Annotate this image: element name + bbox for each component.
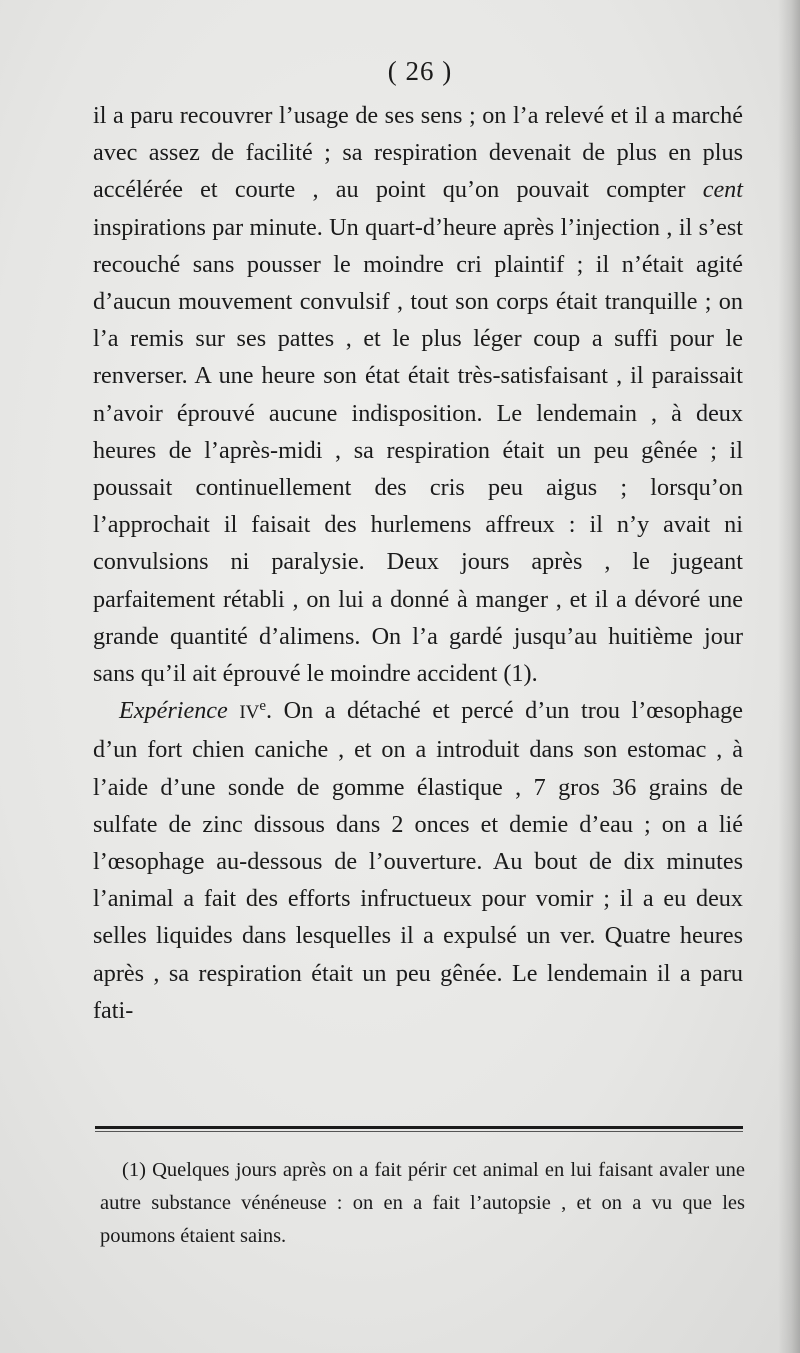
- footnote: (1) Quelques jours après on a fait périr cet animal en lui faisant avaler une autre substance vénéneuse : on en a fait l’autopsie , et on a vu que les poumons étaient sains.: [100, 1159, 745, 1247]
- footnote-divider-thin: [95, 1131, 743, 1132]
- experience-suffix: e: [259, 698, 267, 715]
- italic-cent: cent: [702, 176, 743, 204]
- experience-text: . On a détaché et percé d’un trou l’œsophage d’un fort chien caniche , et on a introduit dans son estomac , à l’aide d’une sonde de gomme élastique , 7 gros 36 grains de sulfate de zinc dissous dans 2 onces et demie d’eau ; on a lié l’œsophage au-dessous de l’ouverture. Au bout de dix minutes l’animal a fait des efforts infructueux pour vomir ; il a eu deux selles liquides dans lesquelles il a expulsé un ver. Quatre heures après , sa respiration était un peu gênée. Le lendemain il a paru fati-: [93, 697, 744, 1024]
- paragraph-continuation: [93, 97, 743, 692]
- paragraph-text-2: inspirations par minute. Un quart-d’heure après l’injection , il s’est recouché sans pousser le moindre cri plaintif ; il n’était agité d’aucun mouvement convulsif , tout son corps était tranquille ; on l’a remis sur ses pattes , et le plus léger coup a suffi pour le renverser. A une heure son état était très-satisfaisant , il paraissait n’avoir éprouvé aucune indisposition. Le lendemain , à deux heures de l’après-midi , sa respiration était un peu gênée ; il poussait continuellement des cris peu aigus ; lorsqu’on l’approchait il faisait des hurlemens affreux : il n’y avait ni convulsions ni paralysie. Deux jours après , le jugeant parfaitement rétabli , on lui a donné à manger , et il a dévoré une grande quantité d’alimens. On l’a gardé jusqu’au huitième jour sans qu’il ait éprouvé le moindre accident (1).: [93, 213, 743, 688]
- experience-label: Expérience: [119, 697, 228, 725]
- experience-number: IV: [239, 702, 260, 724]
- page-edge-shadow: [778, 0, 800, 1353]
- page-number: ( 26 ): [387, 56, 453, 86]
- paragraph-experience: [93, 692, 743, 1029]
- footnote-divider: [95, 1126, 743, 1129]
- paragraph-text-1: il a paru recouvrer l’usage de ses sens ; on l’a relevé et il a marché avec assez de facilité ; sa respiration devenait de plus en plus accélérée et courte , au point qu’on pouvait compter: [93, 102, 743, 204]
- main-text: [93, 97, 743, 1029]
